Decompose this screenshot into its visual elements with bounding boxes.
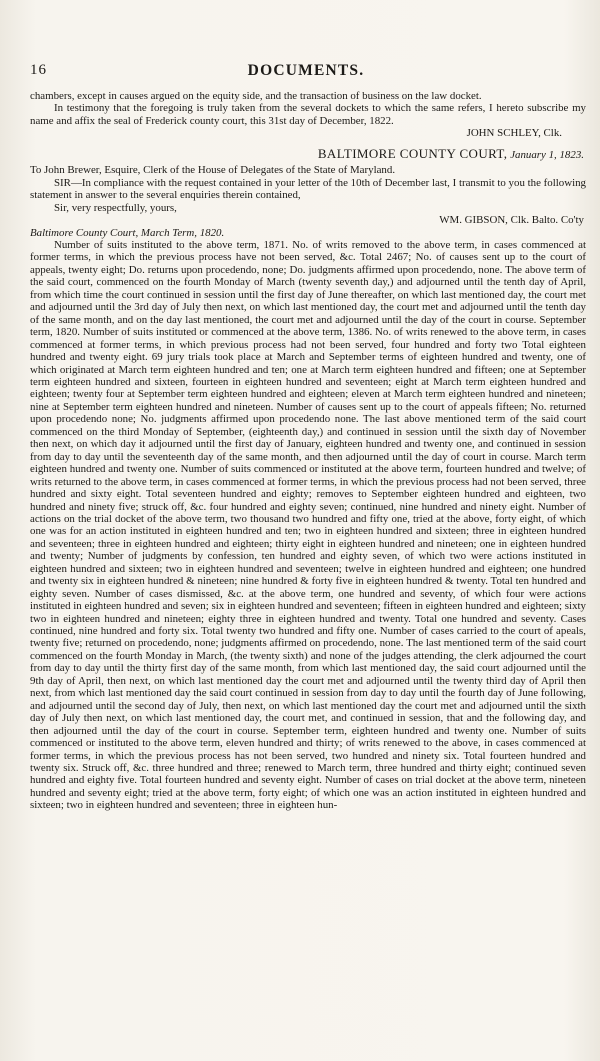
document-body	[30, 90, 586, 812]
page-number: 16	[30, 62, 47, 78]
court-letter-date: January 1, 1823.	[510, 148, 584, 161]
court-statement: Number of suits instituted to the above term, 1871. No. of writs removed to the above term, in cases commenced at former terms, in which the previous process have not been served, &c. Total 2467; No. of causes sent up to the court of appeals, twenty eight; Do. returns upon procedendo, none; Do. judgments affirmed upon procedendo, none. The above term of the said court, commenced on the fourth Monday of March (twenty seventh day,) and adjourned until the tenth day of April, from which time the court continued in session until the first day of June thereafter, on which last mentioned day, the court met and adjourned until the 3rd day of July then next, on which last mentioned day, the court met and adjourned until the tenth day of the same month, and on the day last mentioned, the court met and adjourned until the day of the court in course. September term, 1820. Number of suits instituted or commenced at the above term, 1386. No. of writs renewed to the above term, in cases commenced at former terms, in which previous process had not been served, four hundred and forty two Total eighteen hundred and twenty eight. 69 jury trials took place at March and September terms of eighteen hundred and twenty, one of which originated at March term eighteen hundred and ten; one at March term eighteen hundred and fifteen; one at September term eighteen hundred and sixteen, fourteen in eighteen hundred and seventeen; eight at March term eighteen hundred and eighteen; twenty four at September term eighteen hundred and eighteen; eleven at March term eighteen hundred and nineteen; nine at September term eighteen hundred and nineteen. Number of causes sent up to the court of appeals fifteen; No. returned upon procedendo none; No. judgments affirmed upon procedendo none. The last above mentioned term of the said court commenced on the third Monday of September, (eighteenth day,) and continued in session until the sixth day of November then next, on which day it adjourned until the first day of January, eighteen hundred and twenty one, and continued in session from day to day until the seventeenth day of the same month, and then adjourned until the day of court in course. March term eighteen hundred and twenty one. Number of suits commenced or instituted at the above term, fourteen hundred and twelve; of writs returned to the above term, in cases commenced at former terms, in which the previous process had not been served, three hundred and sixty eight. Total seventeen hundred and eighty; removes to September eighteen hundred and eighteen, two hundred and ninety five; struck off, &c. four hundred and eighty seven; continued, nine hundred and ninety eight. Number of actions on the trial docket of the above term, two thousand two hundred and fifty one, tried at the above, forty eight, of which one was for an action instituted in eighteen hundred and ten; two in eighteen hundred and sixteen; three in eighteen hundred and seventeen; three in eighteen hundred and eighteen; thirty eight in eighteen hundred and nineteen; one in eighteen hundred and twenty; Number of judgments by confession, ten hundred and eighty seven, of which two were actions instituted in eighteen hundred and sixteen; two in eighteen hundred and seventeen; twelve in eighteen hundred and eighteen; one hundred and twenty six in eighteen hundred & nineteen; nine hundred & forty five in eighteen hundred & twenty. Total ten hundred and eighty seven. Number of cases dismissed, &c. at the above term, one hundred and seventy, of which four were actions instituted in eighteen hundred and seven; six in eighteen hundred and seventeen; fifteen in eighteen hundred and eighteen; sixty two in eighteen hundred and nineteen; eighty three in eighteen hundred and twenty. Total one hundred and seventy. Cases continued, nine hundred and forty six. Total twenty two hundred and fifty one. Number of cases carried to the court of apeals, twenty five; returned on procedendo, none; judgments affirmed on procedendo, none. The last mentioned term of the said court commenced on the fourth Monday in March, (the twenty sixth) and none of the judges attending, the clerk adjourned the court from day to day until the thirty first day of the same month, from which last mentioned day, the said court adjourned until the 9th day of April, then next, on which last mentioned day the court met and adjourned until the twenty third day of April then next, from which last mentioned day the said court continued in session from day to day until the fourth day of June following, and adjourned until the second day of July, then next, on which last mentioned day the court met and adjourned until the sixth day of July then next, on which last mentioned day, the court met, and continued in session, that and the following day, and then adjourned until the day of the court in course. September term, eighteen hundred and twenty one. Number of suits commenced or instituted to the above term, eleven hundred and thirty; of writs renewed to the above, in cases commenced at former terms, in which the previous process has not been served, two hundred and ninety six. Total fourteen hundred and twenty six. Struck off, &c. three hundred and three; renewed to March term, three hundred and thirty eight; continued seven hundred and eighty five. Total fourteen hundred and seventy eight. Number of cases on trial docket at the above term, nineteen hundred and seventy eight; tried at the above term, forty eight; of which one was an action instituted in eighteen hundred and sixteen; two in eighteen hundred and seventeen; three in eighteen hun-	[30, 238, 586, 812]
letter-salutation: SIR—In compliance with the request contained in your letter of the 10th of December last, I transmit to you the following statement in answer to the several enquiries therein contained,	[30, 176, 586, 202]
letter-signer: WM. GIBSON, Clk. Balto. Co'ty	[439, 214, 584, 227]
court-name: BALTIMORE COUNTY COURT,	[317, 145, 508, 161]
frederick-signature: JOHN SCHLEY, Clk.	[466, 127, 562, 140]
letter-closing: Sir, very respectfully, yours,	[54, 201, 177, 214]
term-heading: Baltimore County Court, March Term, 1820.	[30, 226, 225, 239]
running-title: DOCUMENTS.	[247, 62, 365, 79]
frederick-continuation: chambers, except in causes argued on the equity side, and the transaction of business on the law docket.	[30, 90, 482, 102]
frederick-testimony: In testimony that the foregoing is truly taken from the several dockets to which the same refers, I hereto subscribe my name and affix the seal of Frederick county court, this 31st day of December, 1822.	[30, 102, 586, 127]
letter-addressee: To John Brewer, Esquire, Clerk of the House of Delegates of the State of Maryland.	[30, 164, 396, 177]
page-header	[30, 62, 582, 84]
baltimore-court-heading	[30, 145, 586, 161]
